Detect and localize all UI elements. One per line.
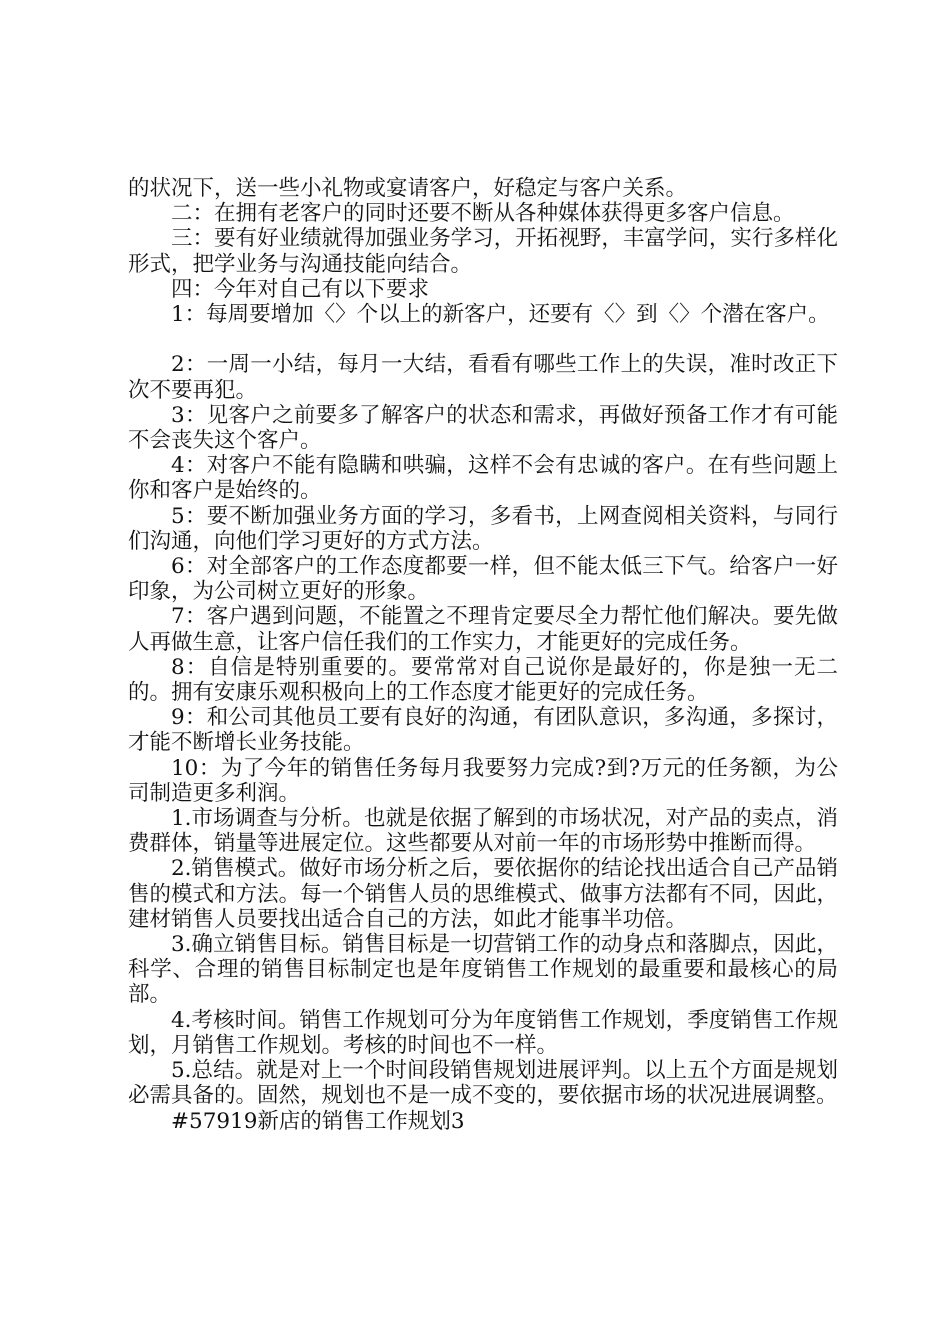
paragraph-requirement-9: 9：和公司其他员工要有良好的沟通，有团队意识，多沟通，多探讨，才能不断增长业务技能。: [128, 705, 838, 756]
section-heading: #57919新店的销售工作规划3: [171, 1108, 465, 1134]
paragraph-requirement-4: 4：对客户不能有隐瞒和哄骗，这样不会有忠诚的客户。在有些问题上你和客户是始终的。: [128, 453, 838, 504]
paragraph-point-4-heading: 四：今年对自己有以下要求: [171, 276, 430, 302]
paragraph-intro-continuation: 的状况下，送一些小礼物或宴请客户，好稳定与客户关系。: [128, 176, 688, 201]
paragraph-requirement-7: 7：客户遇到问题，不能置之不理肯定要尽全力帮忙他们解决。要先做人再做生意，让客户信任我们的工作实力，才能更好的完成任务。: [128, 604, 838, 655]
paragraph-requirement-2: 2：一周一小结，每月一大结，看看有哪些工作上的失误，准时改正下次不要再犯。: [128, 352, 838, 403]
paragraph-plan-market-analysis: 1.市场调查与分析。也就是依据了解到的市场状况，对产品的卖点，消费群体，销量等进展定位。这些都要从对前一年的市场形势中推断而得。: [128, 806, 838, 857]
paragraph-plan-review-time: 4.考核时间。销售工作规划可分为年度销售工作规划，季度销售工作规划，月销售工作规划。考核的时间也不一样。: [128, 1007, 838, 1058]
paragraph-requirement-6: 6：对全部客户的工作态度都要一样，但不能太低三下气。给客户一好印象，为公司树立更好的形象。: [128, 554, 838, 605]
paragraph-plan-sales-mode: 2.销售模式。做好市场分析之后，要依据你的结论找出适合自己产品销售的模式和方法。每一个销售人员的思维模式、做事方法都有不同，因此，建材销售人员要找出适合自己的方法，如此才能事半功倍。: [128, 856, 838, 932]
paragraph-plan-sales-target: 3.确立销售目标。销售目标是一切营销工作的动身点和落脚点，因此，科学、合理的销售目标制定也是年度销售工作规划的最重要和最核心的局部。: [128, 932, 838, 1008]
paragraph-requirement-8: 8：自信是特别重要的。要常常对自己说你是最好的，你是独一无二的。拥有安康乐观积极向上的工作态度才能更好的完成任务。: [128, 654, 838, 706]
paragraph-point-2: 二：在拥有老客户的同时还要不断从各种媒体获得更多客户信息。: [171, 201, 795, 227]
paragraph-requirement-1: 1：每周要增加〈〉个以上的新客户，还要有〈〉到〈〉个潜在客户。: [171, 302, 830, 328]
paragraph-plan-summary: 5.总结。就是对上一个时间段销售规划进展评判。以上五个方面是规划必需具备的。固然，规划也不是一成不变的，要依据市场的状况进展调整。: [128, 1058, 838, 1109]
paragraph-requirement-5: 5：要不断加强业务方面的学习，多看书，上网查阅相关资料，与同行们沟通，向他们学习更好的方式方法。: [128, 503, 838, 554]
paragraph-requirement-10: 10：为了今年的销售任务每月我要努力完成?到?万元的任务额，为公司制造更多利润。: [128, 755, 838, 806]
paragraph-point-3: 三：要有好业绩就得加强业务学习，开拓视野，丰富学问，实行多样化形式，把学业务与沟通技能向结合。: [128, 226, 838, 277]
document-page: [128, 176, 838, 1134]
paragraph-requirement-3: 3：见客户之前要多了解客户的状态和需求，再做好预备工作才有可能不会丧失这个客户。: [128, 402, 838, 454]
